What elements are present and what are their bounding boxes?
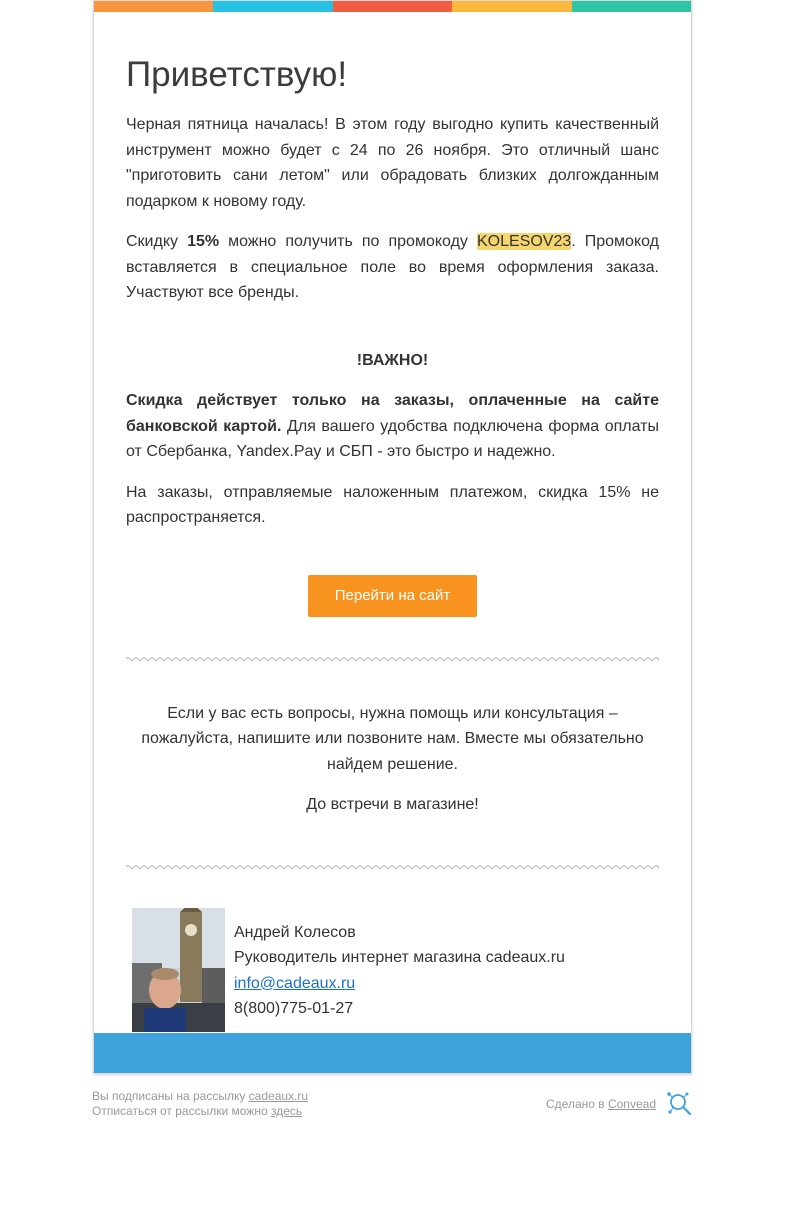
help-text: Если у вас есть вопросы, нужна помощь или консультация – пожалуйста, напишите или позвоните нам. Вместе мы обязательно найдем решение. bbox=[141, 704, 644, 773]
greeting-heading: Приветствую! bbox=[126, 55, 348, 94]
important-heading: !ВАЖНО! bbox=[356, 351, 429, 369]
help-section bbox=[126, 701, 659, 818]
wavy-divider bbox=[126, 655, 659, 663]
unsubscribe-prefix: Отписаться от рассылки можно bbox=[92, 1104, 271, 1118]
card-payment-rest: Для вашего удобства подключена форма оплаты от Сбербанка, Yandex.Pay и СБП - это быстро и надежно. bbox=[126, 417, 660, 460]
farewell-text: До встречи в магазине! bbox=[306, 796, 479, 813]
made-in-prefix: Сделано в bbox=[546, 1097, 608, 1111]
discount-prefix: Скидку bbox=[126, 233, 188, 250]
color-stripe-bar bbox=[94, 1, 691, 12]
go-to-site-button[interactable]: Перейти на сайт bbox=[308, 575, 477, 617]
unsubscribe-link[interactable]: здесь bbox=[270, 1104, 303, 1118]
author-photo bbox=[132, 908, 225, 1032]
convead-link[interactable]: Convead bbox=[607, 1097, 657, 1111]
signature-block bbox=[126, 900, 659, 1024]
email-card bbox=[93, 0, 692, 1074]
stripe-orange bbox=[94, 1, 213, 12]
discount-middle: можно получить по промокоду bbox=[219, 233, 477, 250]
stripe-teal bbox=[572, 1, 691, 12]
card-payment-bold: Скидка действует только на заказы, оплаченные на сайте банковской картой. bbox=[126, 392, 659, 435]
author-phone: 8(800)775-01-27 bbox=[234, 1000, 354, 1017]
convead-logo-icon[interactable] bbox=[665, 1090, 693, 1118]
subscribed-prefix: Вы подписаны на рассылку bbox=[92, 1089, 249, 1103]
discount-percent: 15% bbox=[187, 233, 220, 250]
intro-paragraph: Черная пятница началась! В этом году выгодно купить качественный инструмент можно будет с 24 по 26 ноября. Это отличный шанс "приготовить сани летом" или обрадовать близких долгожданным подарком к новому году. bbox=[126, 116, 659, 210]
discount-suffix: . Промокод вставляется в специальное поле во время оформления заказа. Участвуют все бренды. bbox=[126, 233, 660, 301]
discount-paragraph bbox=[126, 229, 659, 306]
wavy-divider-2 bbox=[126, 858, 659, 866]
stripe-cyan bbox=[213, 1, 332, 12]
promo-code: KOLESOV23 bbox=[476, 233, 572, 250]
subscription-info bbox=[92, 1089, 308, 1119]
cta-wrapper bbox=[126, 575, 659, 617]
signature-text bbox=[234, 920, 565, 1022]
email-content bbox=[94, 55, 691, 1024]
card-payment-paragraph bbox=[126, 388, 659, 465]
author-name: Андрей Колесов bbox=[234, 923, 356, 941]
subscribed-site-link[interactable]: cadeaux.ru bbox=[248, 1089, 309, 1103]
made-in bbox=[546, 1097, 656, 1112]
author-email-link[interactable]: info@cadeaux.ru bbox=[234, 974, 356, 992]
author-role: Руководитель интернет магазина cadeaux.ru bbox=[234, 949, 565, 966]
footer-bar bbox=[94, 1033, 691, 1073]
stripe-red bbox=[333, 1, 452, 12]
stripe-yellow bbox=[452, 1, 571, 12]
cod-paragraph: На заказы, отправляемые наложенным платежом, скидка 15% не распространяется. bbox=[126, 483, 659, 526]
